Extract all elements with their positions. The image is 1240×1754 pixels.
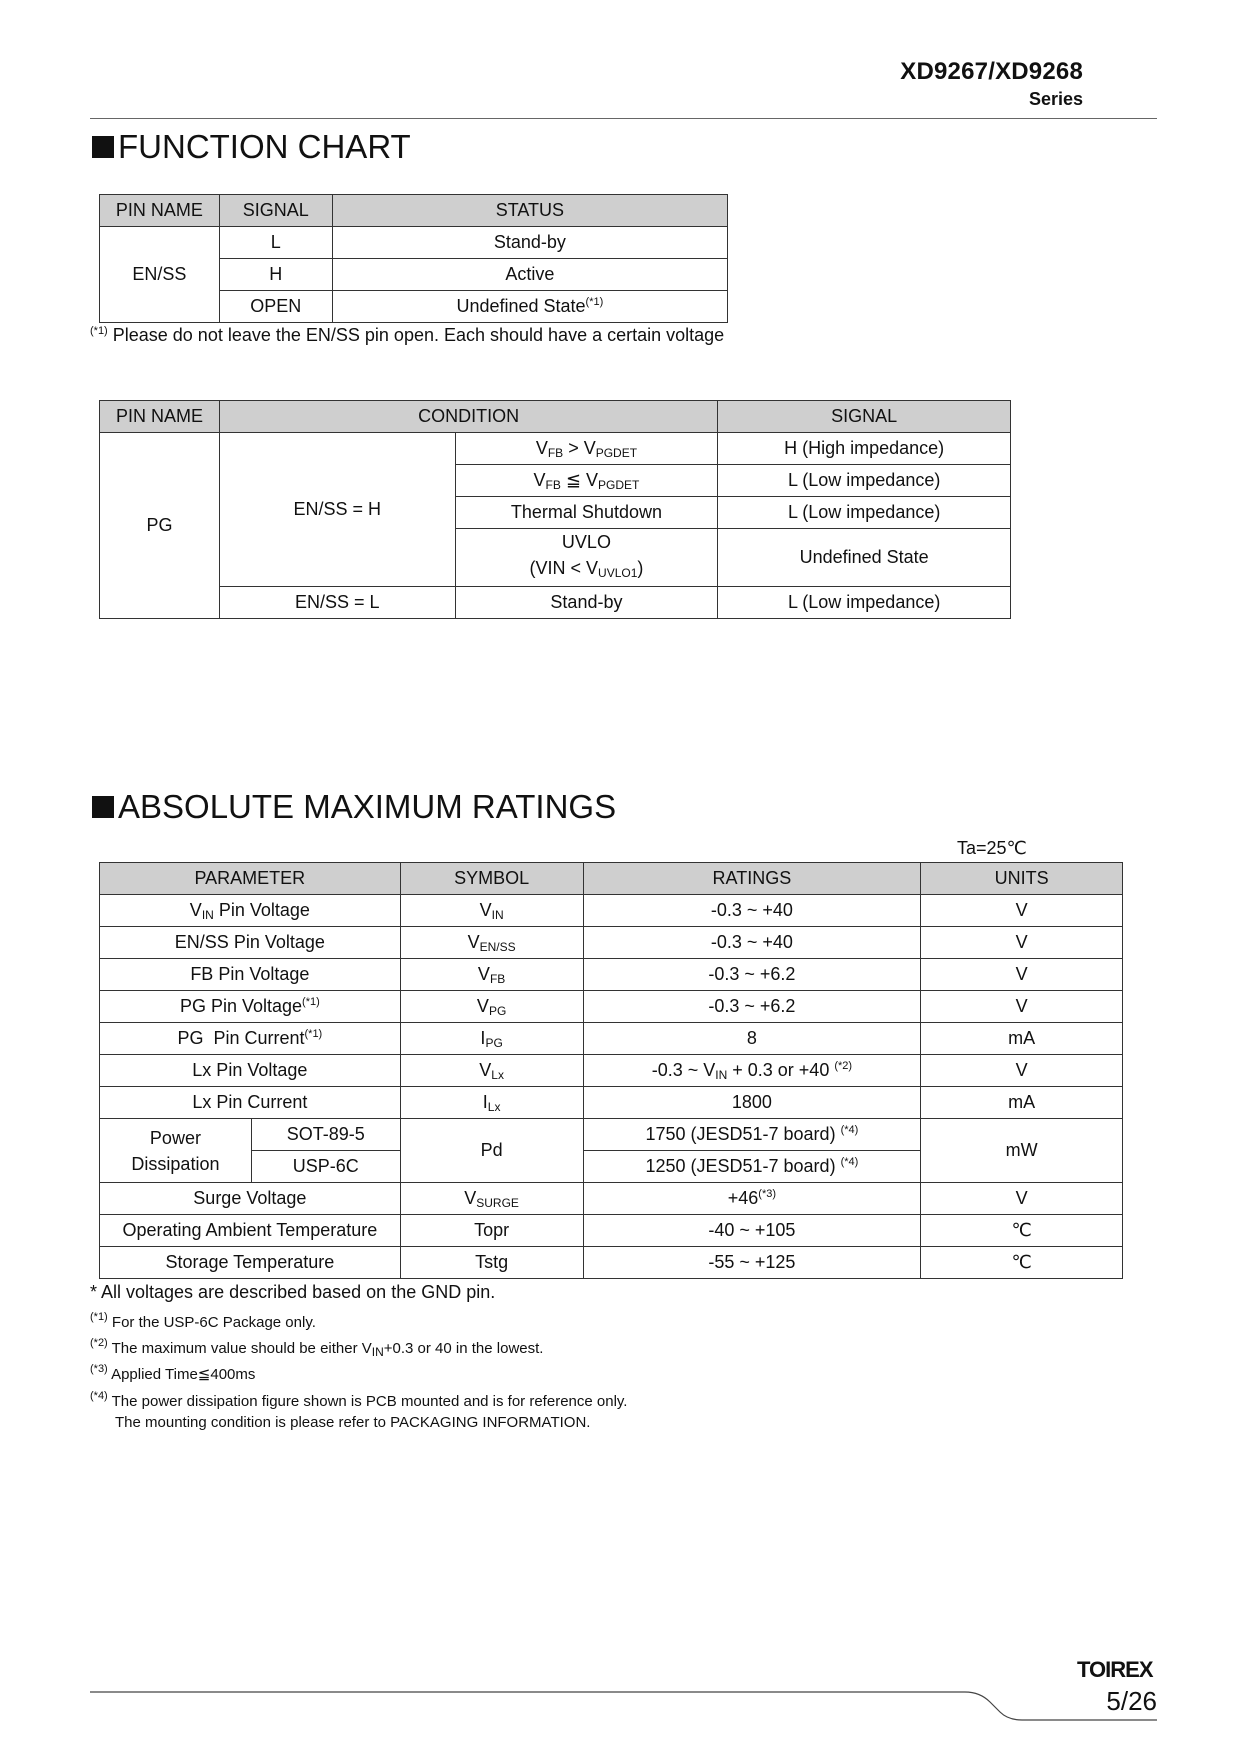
- subcondition-cell: UVLO $(VIN < V_{UVLO1})$: [455, 529, 718, 587]
- symbol-cell: $V_{Lx}$: [400, 1055, 583, 1087]
- status-cell: Active: [332, 259, 727, 291]
- symbol-cell: $V_{IN}$: [400, 895, 583, 927]
- col-header: STATUS: [332, 195, 727, 227]
- parameter-cell: FB Pin Voltage: [100, 959, 401, 991]
- signal-cell: H (High impedance): [718, 433, 1011, 465]
- pin-name-cell: EN/SS: [100, 227, 220, 323]
- signal-cell: OPEN: [219, 291, 332, 323]
- ratings-cell: -55 ~ +125: [583, 1247, 921, 1279]
- symbol-cell: $V_{EN/SS}$: [400, 927, 583, 959]
- parameter-cell: Power Dissipation: [100, 1119, 252, 1183]
- col-header: PIN NAME: [100, 195, 220, 227]
- ratings-cell: $+46^{(*3)}$: [583, 1183, 921, 1215]
- ratings-cell: 1800: [583, 1087, 921, 1119]
- ratings-cell: 1750 (JESD51-7 board) $^{(*4)}$: [583, 1119, 921, 1151]
- parameter-cell: EN/SS Pin Voltage: [100, 927, 401, 959]
- package-cell: USP-6C: [251, 1151, 400, 1183]
- col-header: SIGNAL: [718, 401, 1011, 433]
- document-subtitle: Series: [1028, 89, 1083, 109]
- subcondition-cell: Stand-by: [455, 587, 718, 619]
- pin-name-cell: PG: [100, 433, 220, 619]
- units-cell: V: [921, 895, 1123, 927]
- parameter-cell: PG Pin Voltage$^{(*1)}$: [100, 991, 401, 1023]
- signal-cell: L (Low impedance): [718, 587, 1011, 619]
- amr-heading: ABSOLUTE MAXIMUM RATINGS: [92, 788, 616, 826]
- units-cell: V: [921, 959, 1123, 991]
- units-cell: V: [921, 991, 1123, 1023]
- units-cell: mA: [921, 1023, 1123, 1055]
- signal-cell: L (Low impedance): [718, 465, 1011, 497]
- subcondition-cell: $V_{FB}$ ≦ $V_{PGDET}$: [455, 465, 718, 497]
- units-cell: V: [921, 927, 1123, 959]
- table-row: [100, 991, 1123, 1023]
- torex-logo: TOIREX: [1077, 1657, 1153, 1682]
- parameter-cell: PG Pin Current$^{(*1)}$: [100, 1023, 401, 1055]
- amr-note-star: * All voltages are described based on the GND pin.: [90, 1282, 496, 1302]
- symbol-cell: Topr: [400, 1215, 583, 1247]
- units-cell: ℃: [921, 1247, 1123, 1279]
- square-bullet-icon: [92, 796, 114, 818]
- document-title: XD9267/XD9268: [900, 58, 1083, 85]
- signal-cell: H: [219, 259, 332, 291]
- symbol-cell: $V_{PG}$: [400, 991, 583, 1023]
- units-cell: V: [921, 1055, 1123, 1087]
- footer-rule: [90, 1690, 1160, 1730]
- ratings-cell: -0.3 ~ +6.2: [583, 991, 921, 1023]
- table-row: [100, 959, 1123, 991]
- units-cell: mW: [921, 1119, 1123, 1183]
- amr-table: [99, 862, 1123, 1279]
- signal-cell: Undefined State: [718, 529, 1011, 587]
- col-header: CONDITION: [219, 401, 717, 433]
- table-row: [100, 1087, 1123, 1119]
- table-row: [100, 1119, 1123, 1151]
- symbol-cell: $I_{Lx}$: [400, 1087, 583, 1119]
- signal-cell: L: [219, 227, 332, 259]
- ratings-cell: -0.3 ~ $V_{IN} + 0.3$ or +40 $^{(*2)}$: [583, 1055, 921, 1087]
- symbol-cell: $V_{SURGE}$: [400, 1183, 583, 1215]
- table-row: [100, 1023, 1123, 1055]
- amr-footnote-1: $^{(*1)}$ For the USP-6C Package only.: [90, 1311, 316, 1331]
- condition-cell: EN/SS = L: [219, 587, 455, 619]
- parameter-cell: Surge Voltage: [100, 1183, 401, 1215]
- function-chart-note: $^{(*1)}$ Please do not leave the EN/SS pin open. Each should have a certain voltage: [90, 325, 725, 345]
- amr-footnote-2: $^{(*2)}$ The maximum value should be either $V_{IN}+0.3$ or 40 in the lowest.: [90, 1337, 544, 1359]
- status-cell: Undefined State$^{(*1)}$: [332, 291, 727, 323]
- col-header: UNITS: [921, 863, 1123, 895]
- ratings-cell: -0.3 ~ +40: [583, 895, 921, 927]
- amr-footnote-4-cont: The mounting condition is please refer to PACKAGING INFORMATION.: [115, 1414, 591, 1431]
- symbol-cell: Pd: [400, 1119, 583, 1183]
- signal-cell: L (Low impedance): [718, 497, 1011, 529]
- condition-cell: EN/SS = H: [219, 433, 455, 587]
- col-header: RATINGS: [583, 863, 921, 895]
- symbol-cell: $V_{FB}$: [400, 959, 583, 991]
- units-cell: ℃: [921, 1215, 1123, 1247]
- col-header: SYMBOL: [400, 863, 583, 895]
- page-number: 5/26: [1106, 1686, 1157, 1716]
- table-row: [100, 1183, 1123, 1215]
- table-row: [100, 1247, 1123, 1279]
- square-bullet-icon: [92, 136, 114, 158]
- units-cell: mA: [921, 1087, 1123, 1119]
- col-header: PARAMETER: [100, 863, 401, 895]
- status-cell: Stand-by: [332, 227, 727, 259]
- subcondition-cell: Thermal Shutdown: [455, 497, 718, 529]
- col-header: SIGNAL: [219, 195, 332, 227]
- parameter-cell: Storage Temperature: [100, 1247, 401, 1279]
- ratings-cell: 1250 (JESD51-7 board) $^{(*4)}$: [583, 1151, 921, 1183]
- table-row: [100, 927, 1123, 959]
- col-header: PIN NAME: [100, 401, 220, 433]
- function-chart-heading: FUNCTION CHART: [92, 128, 411, 166]
- table-row: [100, 1215, 1123, 1247]
- parameter-cell: $V_{IN}$ Pin Voltage: [100, 895, 401, 927]
- parameter-cell: Lx Pin Voltage: [100, 1055, 401, 1087]
- parameter-cell: Operating Ambient Temperature: [100, 1215, 401, 1247]
- amr-footnote-4: $^{(*4)}$ The power dissipation figure shown is PCB mounted and is for reference only.: [90, 1390, 628, 1410]
- table-row: [100, 895, 1123, 927]
- amr-footnote-3: $^{(*3)}$ Applied Time≦400ms: [90, 1363, 256, 1383]
- table-row: [100, 1055, 1123, 1087]
- subcondition-cell: $V_{FB} > V_{PGDET}$: [455, 433, 718, 465]
- header-rule: [90, 118, 1157, 119]
- function-chart-table-enss: [99, 194, 728, 323]
- units-cell: V: [921, 1183, 1123, 1215]
- ratings-cell: -40 ~ +105: [583, 1215, 921, 1247]
- ratings-cell: -0.3 ~ +40: [583, 927, 921, 959]
- parameter-cell: Lx Pin Current: [100, 1087, 401, 1119]
- ratings-cell: 8: [583, 1023, 921, 1055]
- package-cell: SOT-89-5: [251, 1119, 400, 1151]
- ratings-cell: -0.3 ~ +6.2: [583, 959, 921, 991]
- symbol-cell: Tstg: [400, 1247, 583, 1279]
- amr-condition: Ta=25℃: [957, 838, 1027, 858]
- symbol-cell: $I_{PG}$: [400, 1023, 583, 1055]
- function-chart-table-pg: [99, 400, 1011, 619]
